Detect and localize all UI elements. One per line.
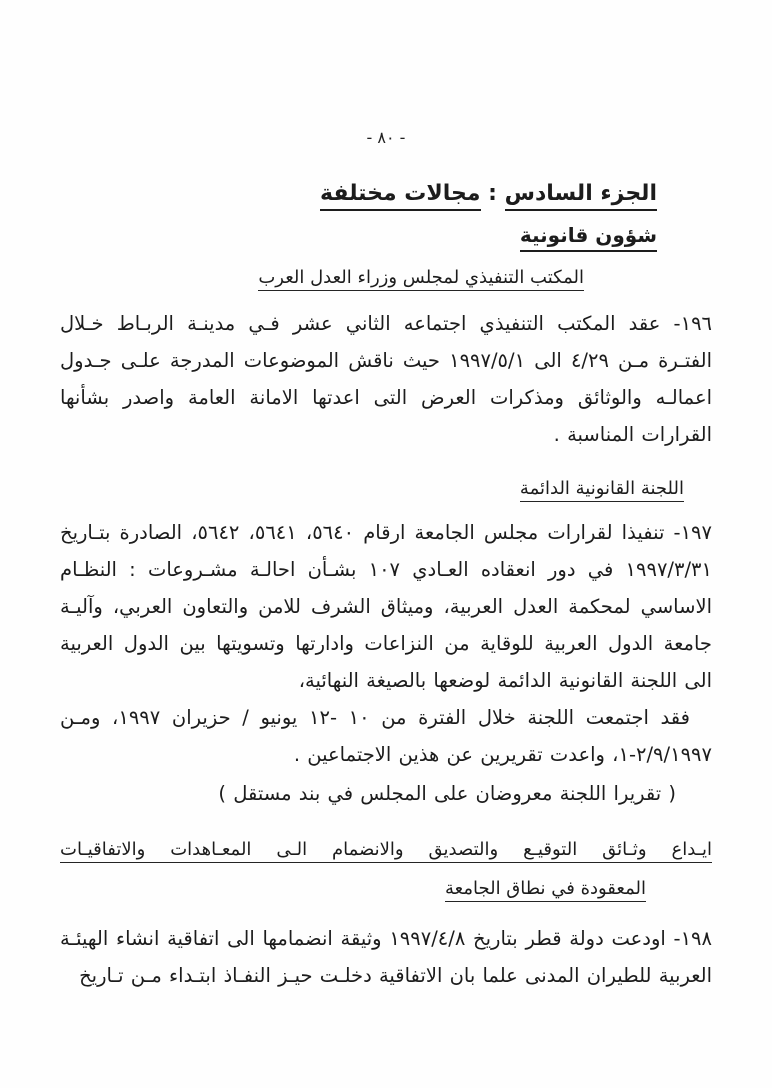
chapter-title-text: شؤون قانونية <box>520 223 657 252</box>
section-standing-legal-committee <box>60 475 712 812</box>
item-text-197: تنفيذا لقرارات مجلس الجامعة ارقام ٥٦٤٠، ٥٦٤١، ٥٦٤٢، الصادرة بتـاريخ ١٩٩٧/٣/٣١ في دور انعقاده العـادي ١٠٧ بشـأن احالـة مشـروعات : النظـام الاساسي لمحكمة العدل العربية، وميثاق الشرف للامن والتعاون العربي، وآليـة جامعة الدول العربية للوقاية من النزاعات وادارتها وتسويتها بين الدول العربية الى اللجنة القانونية الدائمة لوضعها بالصيغة النهائية، <box>60 520 712 692</box>
item-number-196: ١٩٦- <box>673 311 713 335</box>
item-text-198: اودعت دولة قطر بتاريخ ١٩٩٧/٤/٨ وثيقة انضمامها الى اتفاقية انشاء الهيئـة العربية للطيران المدنى علما بان الاتفاقية دخلـت حيـز النفـاذ ابتـداء مـن تـاريخ <box>60 927 712 988</box>
section-heading-deposit-line1-text: ايـداع وثـائق التوقيـع والتصديق والانضمام الـى المعـاهدات والاتفاقيـات <box>60 839 712 863</box>
part-title-colon: : <box>480 181 505 206</box>
part-title-name: الجزء السادس <box>505 181 657 211</box>
item-text-196: عقد المكتب التنفيذي اجتماعه الثاني عشر فـي مدينـة الربـاط خـلال الفتـرة مـن ٤/٢٩ الى ١٩٩٧/٥/١ حيث ناقش الموضوعات المدرجة علـى جـدول اعمالـه والوثائق ومذكرات العرض التى اعدتها الامانة العامة واصدر بشأنها القرارات المناسبة . <box>60 311 712 446</box>
paragraph-197 <box>60 514 712 699</box>
paragraph-197-note: ( تقريرا اللجنة معروضان على المجلس في بند مستقل ) <box>218 781 676 805</box>
page-number: - ٨٠ - <box>366 128 406 147</box>
chapter-title <box>60 220 657 250</box>
section-heading-deposit-line1 <box>60 836 712 865</box>
section-heading-standing-committee-text: اللجنة القانونية الدائمة <box>520 478 684 502</box>
paragraph-198 <box>60 920 712 994</box>
paragraph-197-followup: فقد اجتمعت اللجنة خلال الفترة من ١٠ -١٢ يونيو / حزيران ١٩٩٧، ومـن ٢/٩/١٩٩٧-١، واعدت تقريرين عن هذين الاجتماعين . <box>60 705 712 766</box>
section-heading-executive-office-text: المكتب التنفيذي لمجلس وزراء العدل العرب <box>258 267 584 291</box>
paragraph-196 <box>60 305 712 453</box>
section-heading-standing-committee <box>60 475 684 504</box>
section-executive-office <box>60 264 712 453</box>
section-deposit-instruments <box>60 836 712 995</box>
section-heading-deposit-line2-text: المعقودة في نطاق الجامعة <box>445 878 646 902</box>
item-number-198: ١٩٨- <box>673 927 712 951</box>
section-heading-deposit-line2 <box>60 870 646 908</box>
part-title <box>60 177 657 210</box>
part-title-subject: مجالات مختلفة <box>320 181 481 211</box>
item-number-197: ١٩٧- <box>673 520 712 544</box>
section-heading-executive-office <box>60 264 584 293</box>
